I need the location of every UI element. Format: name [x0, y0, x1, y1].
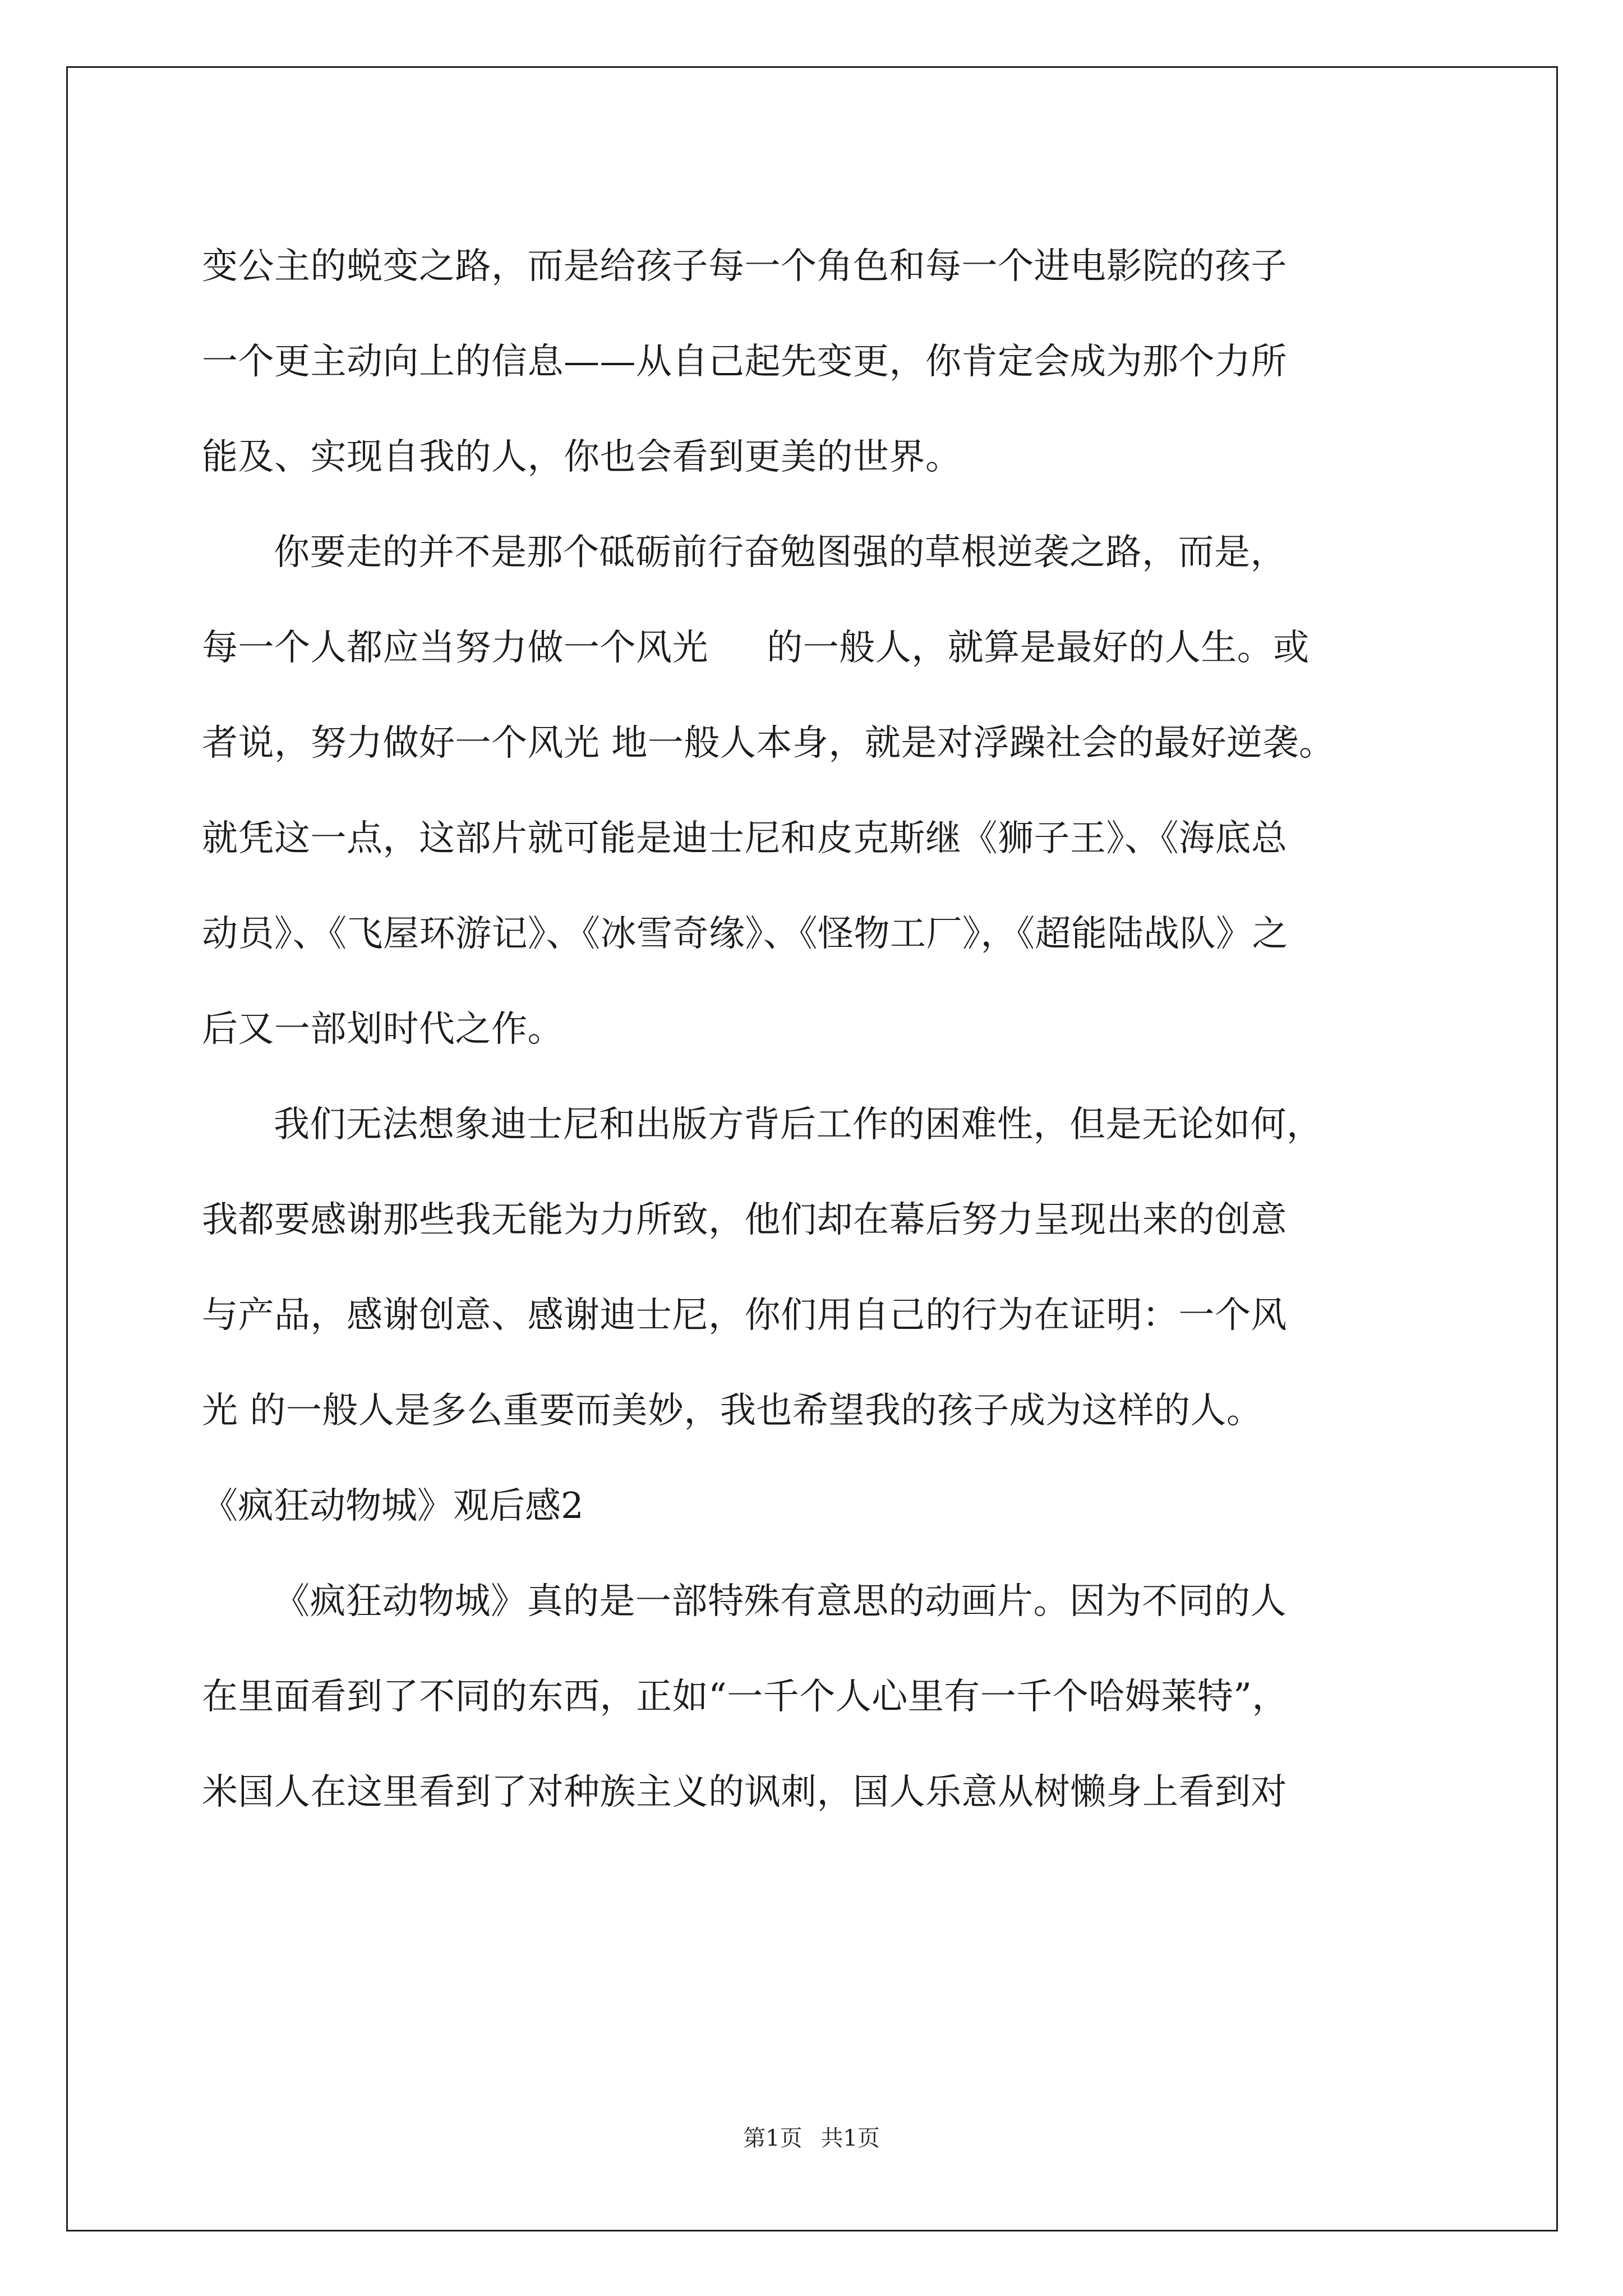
text-line: 动员》、《飞屋环游记》、《冰雪奇缘》、《怪物工厂》，《超能陆战队》之: [202, 913, 1288, 955]
page-number: 第1页: [743, 2125, 803, 2151]
section-heading: 《疯狂动物城》观后感2: [202, 1485, 584, 1527]
text-line: 米国人在这里看到了对种族主义的讽刺，国人乐意从树懒身上看到对: [202, 1772, 1287, 1813]
text-line: 后又一部划时代之作。: [202, 1009, 564, 1050]
text-line: 光 的一般人是多么重要而美妙，我也希望我的孩子成为这样的人。: [202, 1390, 1263, 1432]
text-line: 就凭这一点，这部片就可能是迪士尼和皮克斯继《狮子王》、《海底总: [202, 818, 1288, 859]
document-body: [202, 219, 1436, 1840]
text-line: 者说，努力做好一个风光 地一般人本身，就是对浮躁社会的最好逆袭。: [202, 723, 1335, 764]
text-line: 变公主的蜕变之路，而是给孩子每一个角色和每一个进电影院的孩子: [202, 246, 1287, 287]
text-line: 与产品，感谢创意、感谢迪士尼，你们用自己的行为在证明：一个风: [202, 1295, 1287, 1336]
text-line: 我都要感谢那些我无能为力所致，他们却在幕后努力呈现出来的创意: [202, 1199, 1287, 1241]
text-line: 一个更主动向上的信息——从自己起先变更，你肯定会成为那个力所: [202, 341, 1287, 383]
text-line: 能及、实现自我的人，你也会看到更美的世界。: [202, 436, 962, 478]
text-line: 每一个人都应当努力做一个风光 的一般人，就算是最好的人生。或: [202, 627, 1310, 669]
page-footer: [0, 2120, 1623, 2152]
paragraph-start-line: 《疯狂动物城》真的是一部特殊有意思的动画片。因为不同的人: [274, 1581, 1287, 1622]
page-total: 共1页: [820, 2125, 880, 2151]
text-line: 在里面看到了不同的东西，正如“一千个人心里有一千个哈姆莱特”，: [202, 1676, 1288, 1718]
paragraph-start-line: 你要走的并不是那个砥砺前行奋勉图强的草根逆袭之路，而是，: [274, 532, 1287, 573]
paragraph-start-line: 我们无法想象迪士尼和出版方背后工作的困难性，但是无论如何，: [274, 1104, 1323, 1145]
